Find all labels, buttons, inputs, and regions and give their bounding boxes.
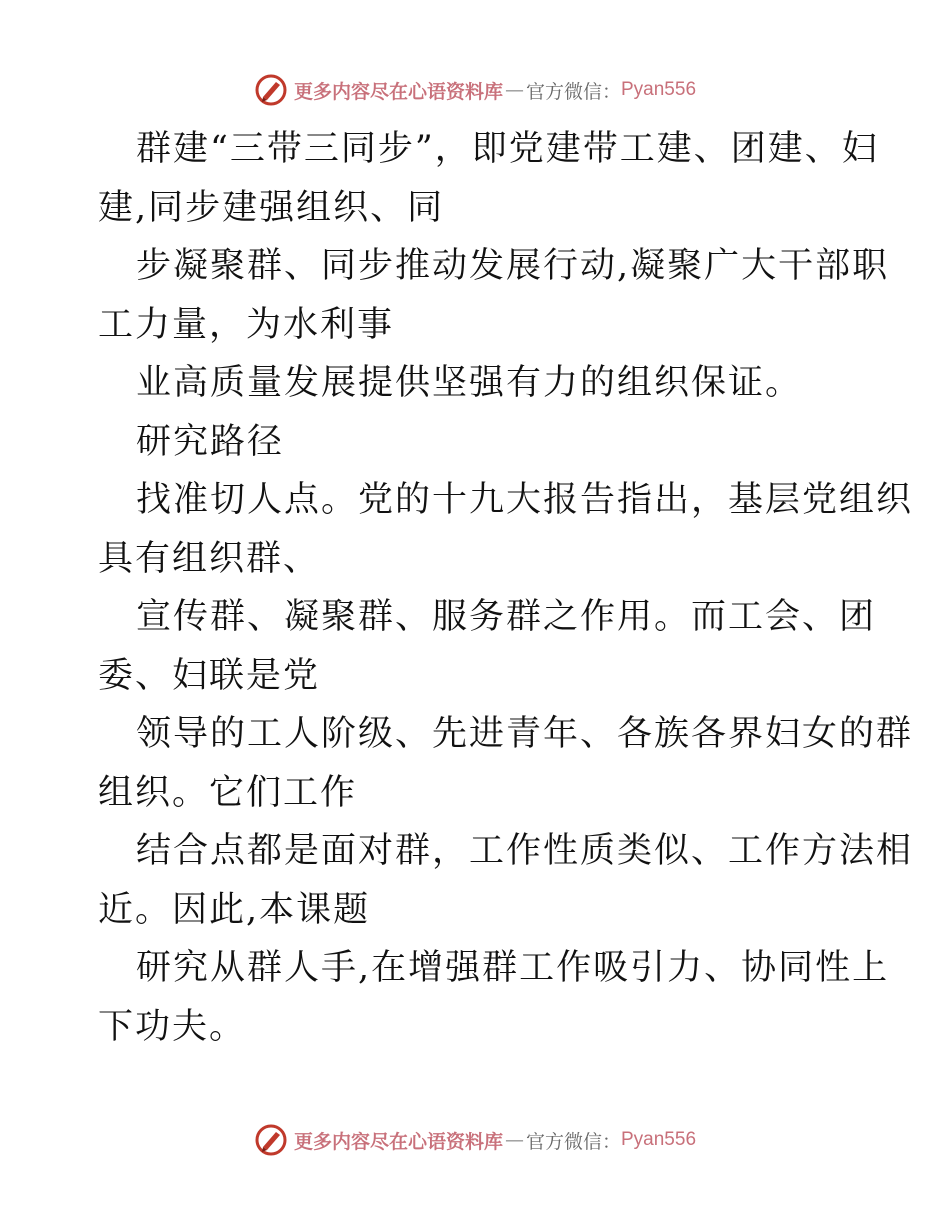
header-banner: [0, 70, 950, 110]
banner-wechat-id: Pyan556: [621, 79, 697, 100]
document-body: [98, 120, 914, 1056]
text-line: 具有组织群、: [98, 538, 321, 579]
banner-site-text: 更多内容尽在心语资料库: [293, 1130, 503, 1153]
text-line: 结合点都是面对群，工作性质类似、工作方法相: [136, 831, 914, 871]
text-line: 业高质量发展提供坚强有力的组织保证。: [136, 363, 803, 403]
banner-wechat-label: 官方微信：: [525, 1130, 621, 1153]
text-line: 领导的工人阶级、先进青年、各族各界妇女的群: [136, 714, 914, 754]
pen-logo-icon: [254, 73, 288, 107]
text-line: 群建“三带三同步”，即党建带工建、团建、妇: [136, 129, 879, 169]
text-line: 建,同步建强组织、同: [98, 187, 445, 228]
text-line: 组织。它们工作: [98, 772, 358, 813]
banner-separator: —: [504, 79, 524, 101]
footer-banner: [0, 1120, 950, 1160]
banner-separator: —: [504, 1129, 524, 1151]
text-line: 找准切人点。党的十九大报告指出，基层党组织: [136, 480, 914, 520]
pen-logo-icon: [254, 1123, 288, 1157]
text-line: 下功夫。: [98, 1006, 247, 1047]
text-line: 宣传群、凝聚群、服务群之作用。而工会、团: [136, 597, 877, 637]
text-line: 近。因此,本课题: [98, 889, 371, 930]
banner-wechat-id: Pyan556: [621, 1129, 697, 1150]
banner-site-text: 更多内容尽在心语资料库: [293, 80, 503, 103]
banner-wechat-label: 官方微信：: [525, 80, 621, 103]
text-line: 工力量，为水利事: [98, 304, 395, 345]
text-line: 步凝聚群、同步推动发展行动,凝聚广大干部职: [136, 246, 890, 286]
text-line: 研究路径: [136, 421, 285, 462]
text-line: 委、妇联是党: [98, 655, 321, 696]
text-line: 研究从群人手,在增强群工作吸引力、协同性上: [136, 948, 890, 988]
